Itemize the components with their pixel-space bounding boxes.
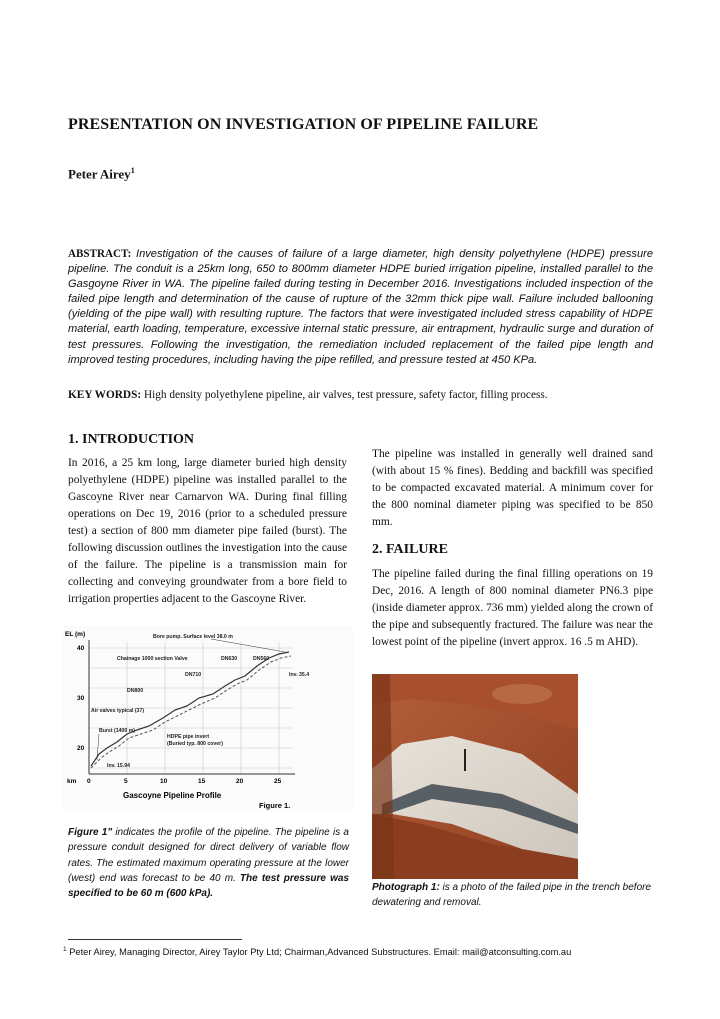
burst-label: Burst (1400 m)	[99, 728, 136, 734]
bore-pump-label: Bore pump. Surface level 38.0 m	[153, 634, 233, 640]
photo-caption-label: Photograph 1:	[372, 882, 440, 893]
intro-paragraph: In 2016, a 25 km long, large diameter buried high density polyethylene (HDPE) pipeline was installed parallel to the Gascoyne River near Carnarvon WA. During final filling operations on Dec 19, 2016 (prior to a scheduled pressure test) a section of 800 mm diameter pipe failed (burst). The following discussion outlines the investigation into the cause of the failure. The pipeline is a transmission main for collecting and conveying groundwater from a bore field to irrigation properties adjacent to the Gascoyne River.	[68, 457, 347, 605]
air-valves-label: Air valves typical (37)	[91, 708, 145, 714]
x-tick-0: 0	[87, 778, 91, 785]
y-tick-20: 20	[77, 745, 85, 752]
footnote-divider	[68, 939, 242, 940]
abstract-text: Investigation of the causes of failure of a large diameter, high density polyethylene (HDPE) pressure pipeline. The conduit is a 25km long, 650 to 800mm diameter HDPE buried irrigation pipeline, installed parallel to the Gasgoyne River in WA. The pipeline failed during testing in December 2016. Investigations included inspection of the failed pipe length and determination of the cause of rupture of the 32mm thick pipe wall. Failure included ballooning (yielding of the pipe wall) with resulting rupture. The factors that were investigated included stress capability of HDPE material, earth loading, temperature, excessive internal static pressure, air entrapment, hydraulic surge and duration of test pressures. Following the investigation, the remediation included replacement of the failed pipe length and improved testing procedures, including having the pipe refilled, and pressure tested at 450 KPa.	[68, 248, 653, 366]
author-footnote-mark: 1	[130, 166, 135, 175]
chainage-label: Chainage 1000 section Valve	[117, 656, 188, 662]
installation-paragraph: The pipeline was installed in generally well drained sand (with about 15 % fines). Bedding and backfill was specified to be compacted excavated material. A minimum cover for the 800 nominal diameter piping was specified to be 850 mm.	[372, 448, 653, 528]
failure-paragraph: The pipeline failed during the final filling operations on 19 Dec, 2016. A length of 800 nominal diameter PN6.3 pipe (inside diameter approx. 736 mm) yielded along the crown of the pipe and subsequently fractured. The failure was near the lowest point of the pipeline (invert approx. 16 .5 m AHD).	[372, 568, 653, 648]
intro-heading: 1. INTRODUCTION	[68, 432, 195, 447]
figure-label: Figure 1.	[259, 801, 291, 810]
dn800-label: DN800	[127, 688, 144, 694]
x-axis-unit: km	[67, 778, 77, 785]
abstract-label: ABSTRACT:	[68, 248, 132, 260]
x-tick-15: 15	[198, 778, 206, 785]
buried-cover-label: (Buried typ. 800 cover)	[167, 741, 223, 747]
figure1-caption-text: indicates the profile of the pipeline. The pipeline is a pressure conduit designed for direct delivery of variable flow rates. The estimated maximum operating pressure at the lower (west) end was forecast to be 40 m.	[68, 827, 349, 884]
failed-pipe-photo	[372, 674, 578, 879]
keywords	[68, 389, 668, 401]
pipeline-profile-figure	[63, 626, 353, 812]
author-line	[68, 166, 135, 182]
hdpe-invert-label: HDPE pipe invert	[167, 734, 210, 740]
photo-caption-text: is a photo of the failed pipe in the trench before dewatering and removal.	[372, 882, 652, 908]
x-tick-25: 25	[274, 778, 282, 785]
inv-low-label: Inv. 15.94	[107, 763, 130, 769]
x-tick-20: 20	[236, 778, 244, 785]
paper-title: PRESENTATION ON INVESTIGATION OF PIPELINE FAILURE	[68, 116, 539, 133]
footnote-mark: 1	[63, 946, 67, 953]
keywords-label: KEY WORDS:	[68, 389, 142, 401]
abstract	[68, 247, 653, 368]
figure1-caption	[68, 825, 349, 901]
inv-top-label: Inv. 35.4	[289, 672, 310, 678]
y-axis-title: EL (m)	[65, 631, 86, 638]
author-name: Peter Airey	[68, 166, 131, 182]
footnote	[63, 946, 683, 957]
profile-title: Gascoyne Pipeline Profile	[123, 791, 222, 800]
dn710-label: DN710	[185, 672, 202, 678]
y-tick-30: 30	[77, 695, 85, 702]
failure-heading: 2. FAILURE	[372, 542, 448, 557]
dn560-label: DN560	[253, 656, 270, 662]
footnote-text: Peter Airey, Managing Director, Airey Taylor Pty Ltd; Chairman,Advanced Substructures. Email: mail@atconsulting.com.au	[66, 947, 572, 958]
figure1-caption-label: Figure 1"	[68, 827, 113, 838]
photo-caption	[372, 880, 656, 910]
y-tick-40: 40	[77, 645, 85, 652]
x-tick-10: 10	[160, 778, 168, 785]
dn630-label: DN630	[221, 656, 238, 662]
x-tick-5: 5	[124, 778, 128, 785]
keywords-text: High density polyethylene pipeline, air valves, test pressure, safety factor, filling process.	[143, 389, 548, 401]
figure1-caption-bold: The test pressure was specified to be 60 m (600 kPa).	[68, 872, 349, 900]
